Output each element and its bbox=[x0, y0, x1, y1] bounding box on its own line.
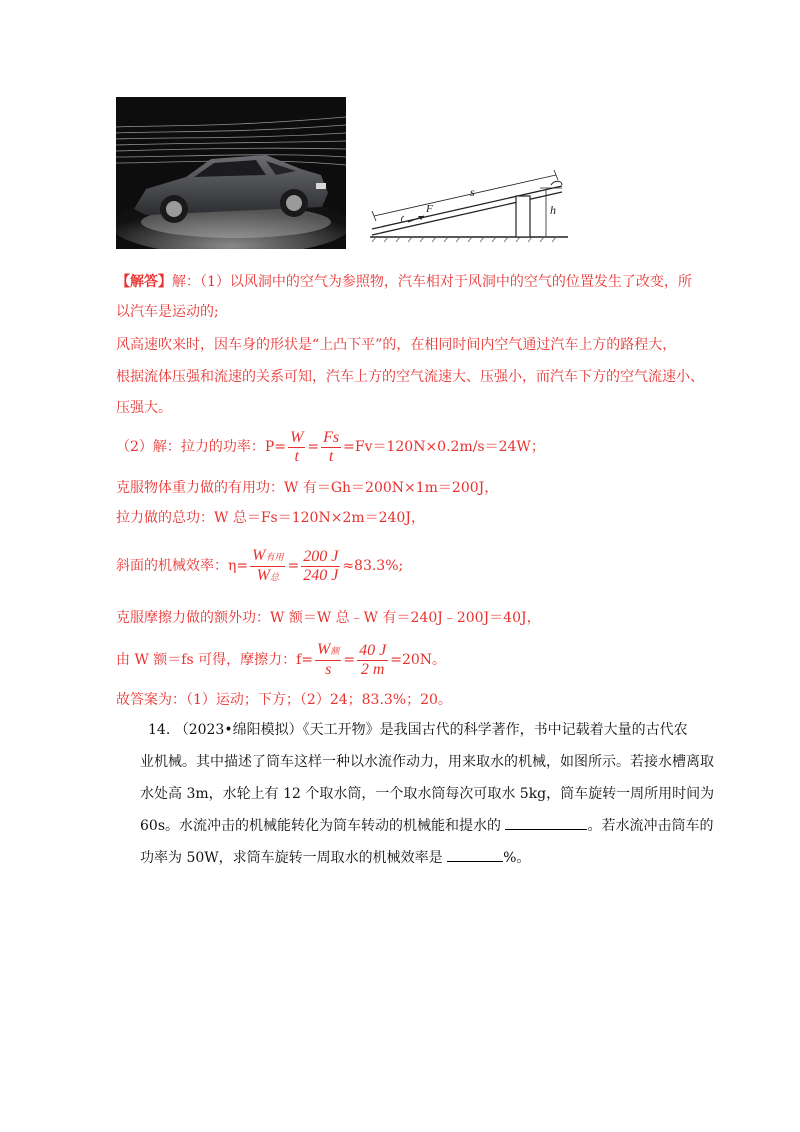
question-line-3: 水处高 3m，水轮上有 12 个取水筒，一个取水筒每次可取水 5kg，筒车旋转一周所用时间为 bbox=[140, 786, 715, 802]
label-F: F bbox=[426, 203, 433, 215]
answer-blank-1[interactable] bbox=[505, 815, 587, 830]
solution-text-1: 解：（1）以风洞中的空气为参照物，汽车相对于风洞中的空气的位置发生了改变，所 bbox=[172, 274, 692, 290]
question-line-5: 功率为 50W，求筒车旋转一周取水的机械效率是 %。 bbox=[140, 847, 530, 868]
fraction-w-useful-over-w-total: $\frac{\text{W有用}}{\text{W总}}$ bbox=[252, 546, 284, 584]
label-h: h bbox=[550, 203, 556, 217]
question-line-2: 业机械。其中描述了筒车这样一种以水流作动力，用来取水的机械，如图所示。若接水槽离取 bbox=[140, 754, 714, 770]
answer-line: 故答案为：（1）运动；下方；（2）24；83.3%；20。 bbox=[116, 692, 452, 708]
efficiency-formula: 斜面的机械效率：η= $\frac{\text{W有用}}{\text{W总}}$ = $\frac{200 J}{240 J}$ ≈83.3%; bbox=[116, 546, 404, 584]
answer-blank-2[interactable] bbox=[447, 847, 503, 862]
fraction-200j-over-240j: $\frac{200 J}{240 J}$ bbox=[303, 547, 339, 584]
question-line-1: 14. （2023•绵阳模拟）《天工开物》是我国古代的科学著作，书中记载着大量的古代农 bbox=[148, 722, 688, 738]
fraction-w-extra-over-s: $\frac{\text{W额}}{s}$ bbox=[317, 641, 340, 678]
fraction-40j-over-2m: $\frac{40 J}{2 m}$ bbox=[359, 641, 387, 678]
solution-line-5: 压强大。 bbox=[116, 400, 172, 416]
total-work-line: 拉力做的总功：W 总＝Fs＝120N×2m＝240J， bbox=[116, 510, 425, 526]
power-suffix: =Fv＝120N×0.2m/s＝24W； bbox=[343, 439, 545, 455]
solution-line-2: 以汽车是运动的; bbox=[116, 304, 219, 320]
label-s: s bbox=[470, 185, 475, 199]
solution-line-4: 根据流体压强和流速的关系可知，汽车上方的空气流速大、压强小，而汽车下方的空气流速小、 bbox=[116, 369, 704, 385]
useful-work-line: 克服物体重力做的有用功：W 有＝Gh＝200N×1m＝200J， bbox=[116, 480, 499, 496]
solution-line-1 bbox=[116, 272, 692, 292]
question-line-4: 60s。水流冲击的机械能转化为筒车转动的机械能和提水的 。若水流冲击筒车的 bbox=[140, 815, 713, 836]
fraction-fs-over-t: $\frac{Fs}{t}$ bbox=[323, 428, 340, 465]
fraction-w-over-t: $\frac{W}{t}$ bbox=[290, 428, 304, 465]
power-formula: （2）解：拉力的功率：P= $\frac{W}{t}$ = $\frac{Fs}{t}$ =Fv＝120N×0.2m/s＝24W； bbox=[116, 428, 545, 465]
solution-tag: 【解答】 bbox=[116, 274, 172, 290]
solution-line-3: 风高速吹来时，因车身的形状是“上凸下平”的，在相同时间内空气通过汽车上方的路程大， bbox=[116, 337, 677, 353]
extra-work-line: 克服摩擦力做的额外功：W 额＝W 总﹣W 有＝240J﹣200J＝40J， bbox=[116, 610, 541, 626]
friction-formula: 由 W 额＝fs 可得，摩擦力：f= $\frac{\text{W额}}{s}$ = $\frac{40 J}{2 m}$ =20N。 bbox=[116, 641, 447, 678]
power-prefix: （2）解：拉力的功率：P= bbox=[116, 439, 287, 455]
incline-diagram bbox=[366, 166, 572, 244]
wind-tunnel-car-photo bbox=[116, 97, 346, 249]
